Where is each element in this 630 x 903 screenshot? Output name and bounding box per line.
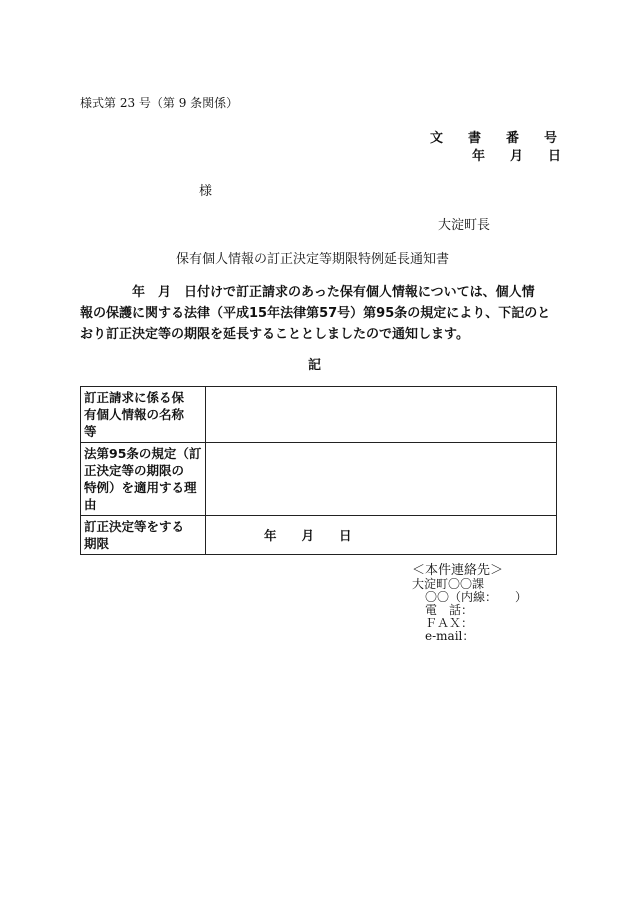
row-value [206, 443, 557, 516]
label-line: 特例）を適用する理 [84, 480, 197, 495]
contact-phone: 電 話： [425, 603, 474, 617]
label-line: 等 [84, 424, 97, 439]
contact-extension: 〇〇（内線： ） [425, 590, 528, 604]
label-line: 訂正請求に係る保 [84, 390, 185, 405]
document-number-label: 文 書 番 号 [430, 131, 564, 146]
row-label [81, 516, 206, 555]
body-line: おり訂正決定等の期限を延長することとしましたので通知します。 [80, 327, 469, 342]
table-row [81, 387, 557, 443]
contact-fax: ＦＡＸ： [425, 616, 474, 630]
ki-heading: 記 [308, 358, 322, 373]
row-label [81, 387, 206, 443]
form-number: 様式第 23 号（第 9 条関係） [80, 96, 239, 110]
document-title: 保有個人情報の訂正決定等期限特例延長通知書 [176, 252, 450, 267]
label-line: 訂正決定等をする [84, 519, 185, 534]
contact-block [412, 564, 527, 643]
deadline-date: 年 月 日 [206, 516, 557, 555]
label-line: 正決定等の期限の [84, 463, 185, 478]
details-table [80, 386, 557, 555]
label-line: 期限 [84, 536, 110, 551]
recipient-suffix: 様 [199, 184, 213, 199]
label-line: 由 [84, 497, 97, 512]
date-line: 年 月 日 [472, 149, 568, 164]
body-line: 報の保護に関する法律（平成15年法律第57号）第95条の規定により、下記のと [80, 306, 551, 321]
body-paragraph [80, 282, 550, 345]
row-label [81, 443, 206, 516]
label-line: 法第95条の規定（訂 [84, 446, 202, 461]
label-line: 有個人情報の名称 [84, 407, 185, 422]
contact-email: e-mail： [425, 629, 475, 643]
contact-department: 大淀町〇〇課 [412, 577, 485, 591]
contact-heading: ＜本件連絡先＞ [412, 563, 504, 578]
row-value [206, 387, 557, 443]
table-row [81, 516, 557, 555]
sender-name: 大淀町長 [438, 218, 491, 233]
table-row [81, 443, 557, 516]
body-line: 年 月 日付けで訂正請求のあった保有個人情報については、個人情 [132, 285, 535, 300]
